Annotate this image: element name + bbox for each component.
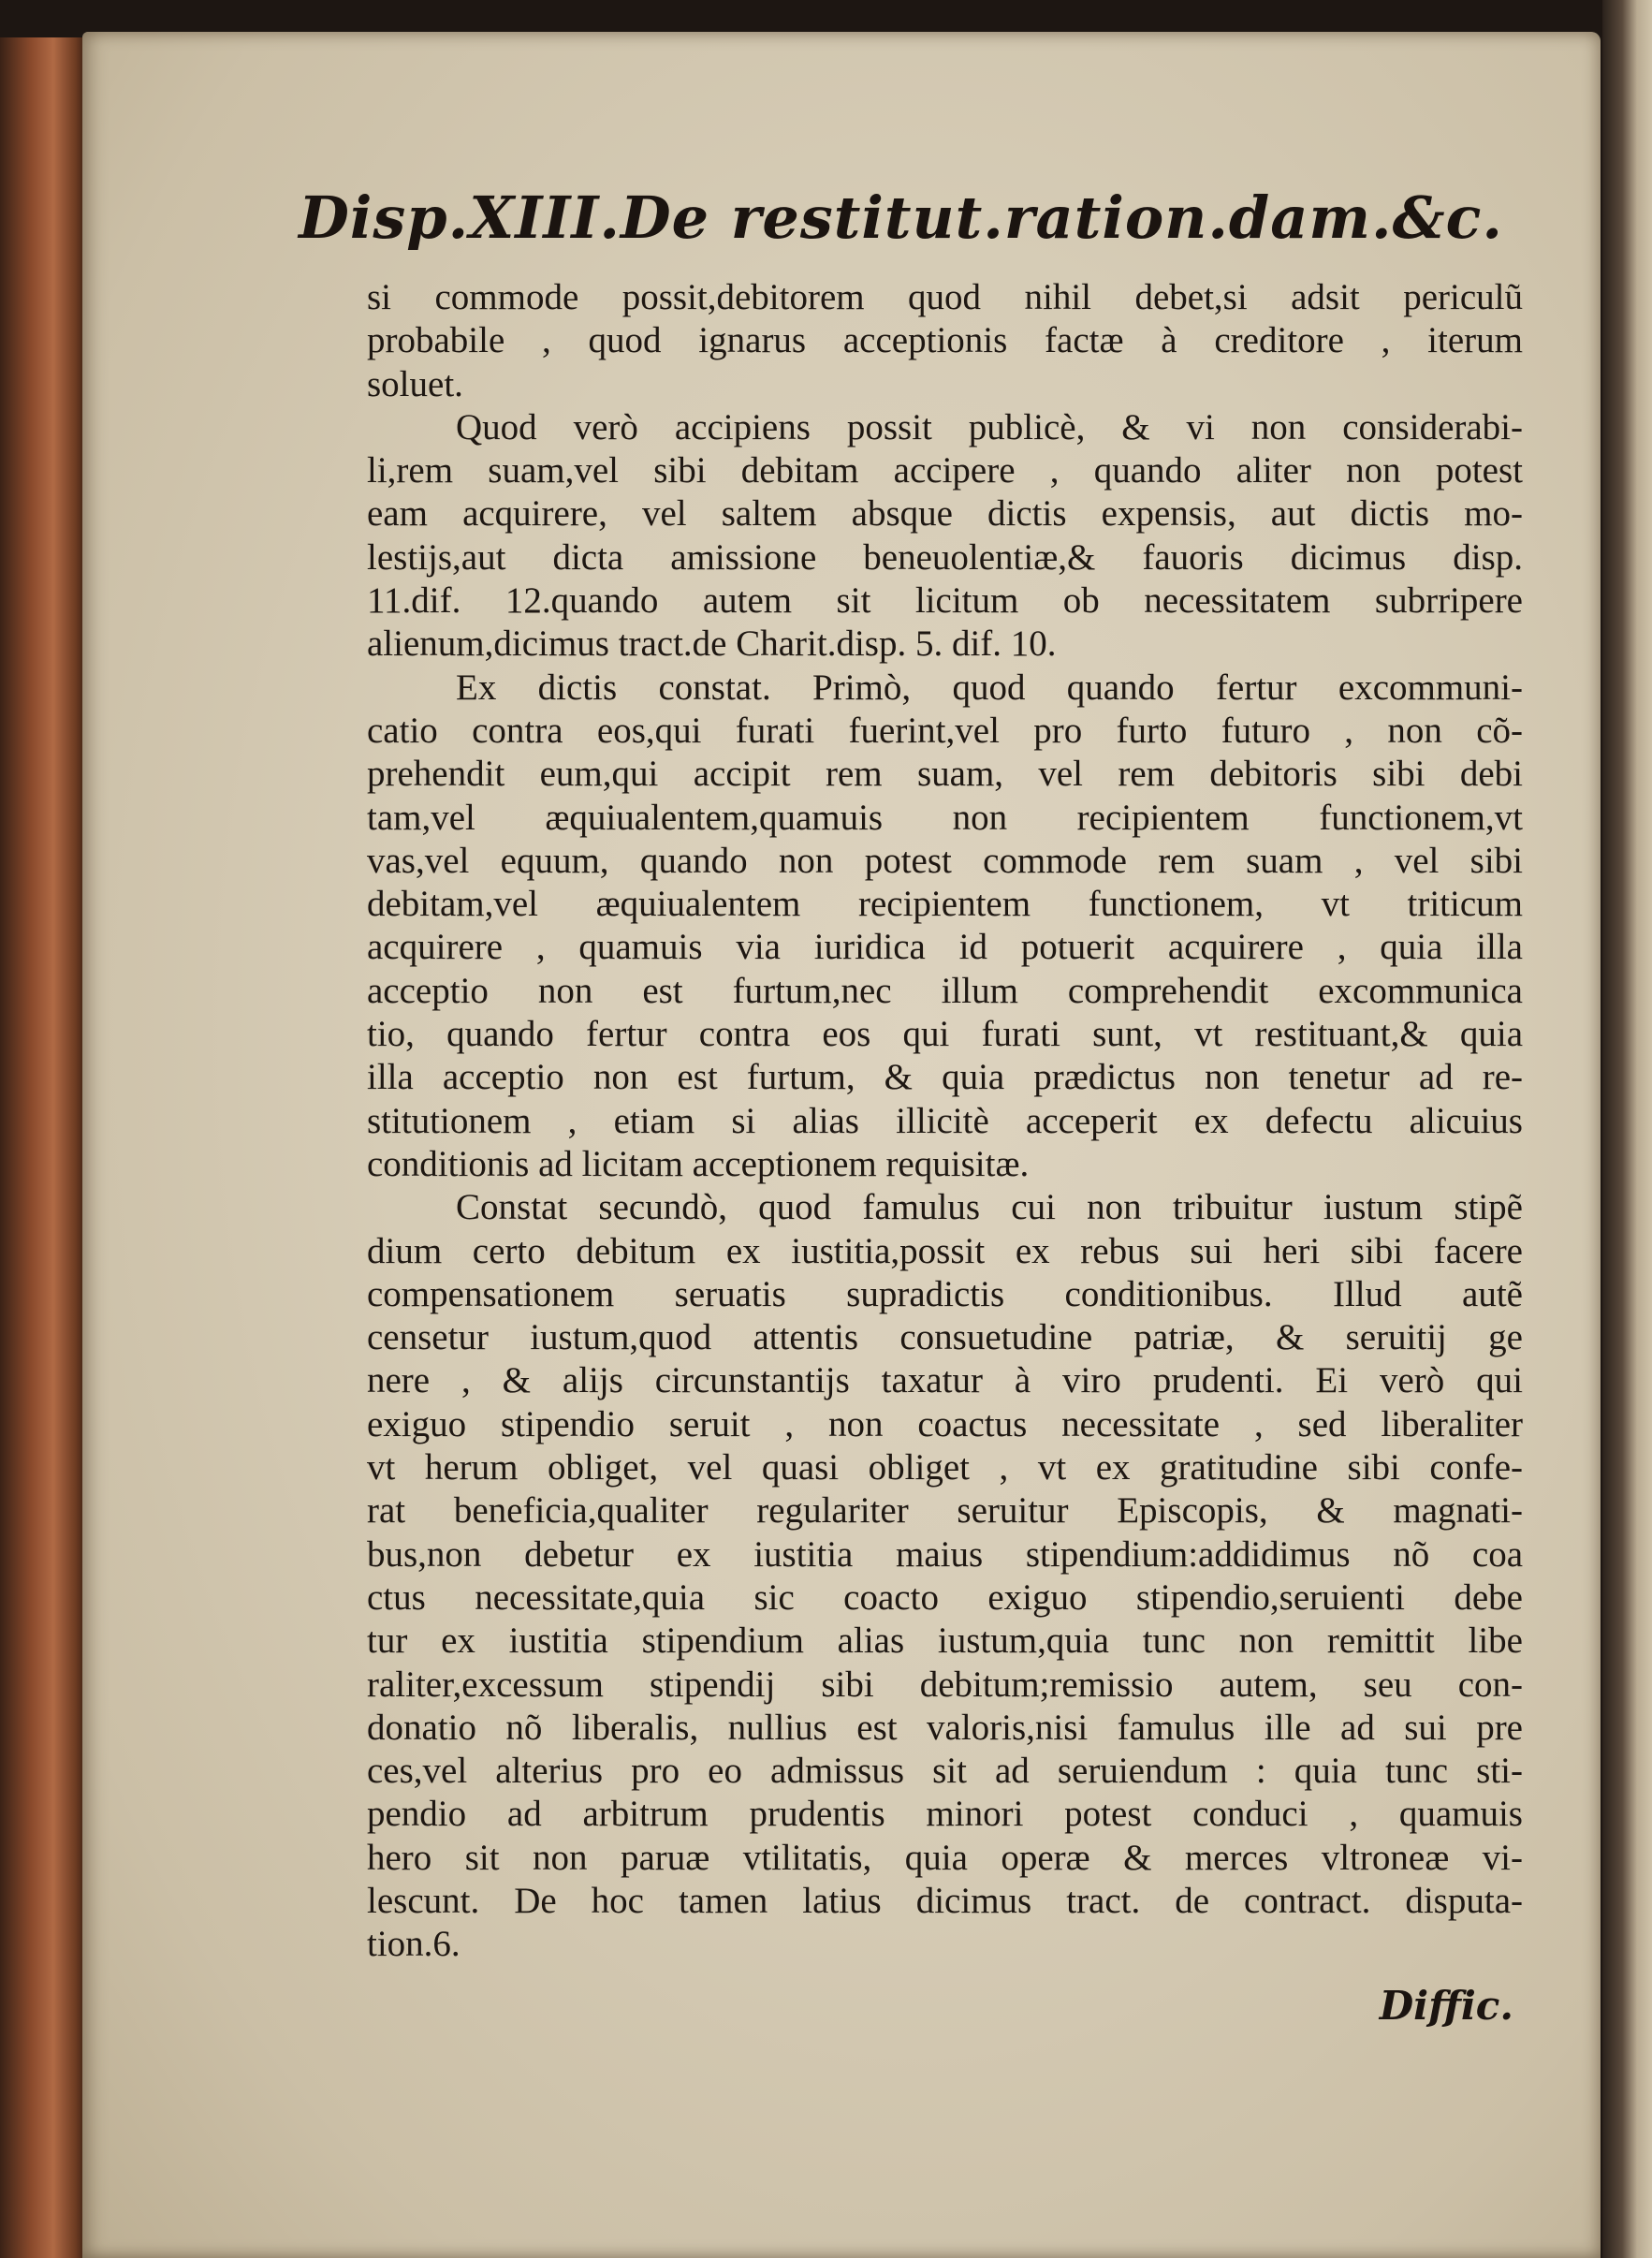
text-line: Ex dictis constat. Primò, quod quando fertur excommuni- <box>456 667 1523 708</box>
text-line: tur ex iustitia stipendium alias iustum,quia tunc non remittit libe <box>367 1620 1523 1662</box>
running-header: Disp.XIII.De restitut.ration.dam.&c. <box>299 183 1503 252</box>
text-line: censetur iustum,quod attentis consuetudine patriæ, & seruitij ge <box>367 1317 1523 1358</box>
text-line: acceptio non est furtum,nec illum comprehendit excommunica <box>367 970 1523 1011</box>
text-line: ces,vel alterius pro eo admissus sit ad seruiendum : quia tunc sti- <box>367 1751 1523 1792</box>
text-line: tion.6. <box>367 1924 461 1965</box>
text-line: 11.dif. 12.quando autem sit licitum ob necessitatem subrripere <box>367 580 1523 622</box>
text-line: nere , & alijs circunstantijs taxatur à viro prudenti. Ei verò qui <box>367 1360 1523 1401</box>
text-line: alienum,dicimus tract.de Charit.disp. 5. dif. 10. <box>367 623 1057 665</box>
text-line: dium certo debitum ex iustitia,possit ex rebus sui heri sibi facere <box>367 1230 1523 1271</box>
text-line: ctus necessitate,quia sic coacto exiguo stipendio,seruienti debe <box>367 1576 1523 1618</box>
text-line: compensationem seruatis supradictis conditionibus. Illud autẽ <box>367 1273 1523 1314</box>
text-line: rat beneficia,qualiter regulariter seruitur Episcopis, & magnati- <box>367 1490 1523 1532</box>
text-line: donatio nõ liberalis, nullius est valoris,nisi famulus ille ad sui pre <box>367 1707 1523 1748</box>
text-line: illa acceptio non est furtum, & quia prædictus non tenetur ad re- <box>367 1057 1523 1098</box>
text-line: vt herum obliget, vel quasi obliget , vt ex gratitudine sibi confe- <box>367 1447 1523 1488</box>
text-line: catio contra eos,qui furati fuerint,vel pro furto futuro , non cõ- <box>367 710 1523 751</box>
text-line: soluet. <box>367 363 463 404</box>
text-line: li,rem suam,vel sibi debitam accipere , quando aliter non potest <box>367 450 1523 491</box>
text-line: Quod verò accipiens possit publicè, & vi non considerabi- <box>456 406 1523 447</box>
text-line: vas,vel equum, quando non potest commode rem suam , vel sibi <box>367 840 1523 881</box>
text-line: bus,non debetur ex iustitia maius stipendium:addidimus nõ coa <box>367 1533 1523 1575</box>
body-text <box>367 276 1523 1967</box>
text-line: lescunt. De hoc tamen latius dicimus tract. de contract. disputa- <box>367 1880 1523 1921</box>
text-line: si commode possit,debitorem quod nihil debet,si adsit periculũ <box>367 277 1523 317</box>
text-line: prehendit eum,qui accipit rem suam, vel rem debitoris sibi debi <box>367 754 1523 795</box>
catchword: Diffic. <box>1379 1983 1513 2029</box>
text-line: exiguo stipendio seruit , non coactus necessitate , sed liberaliter <box>367 1403 1523 1444</box>
text-line: tio, quando fertur contra eos qui furati sunt, vt restituant,& quia <box>367 1014 1523 1055</box>
text-line: pendio ad arbitrum prudentis minori potest conduci , quamuis <box>367 1794 1523 1835</box>
facing-page-edge <box>1602 0 1652 2258</box>
text-line: probabile , quod ignarus acceptionis factæ à creditore , iterum <box>367 320 1523 361</box>
text-line: eam acquirere, vel saltem absque dictis expensis, aut dictis mo- <box>367 493 1523 535</box>
text-line: debitam,vel æquiualentem recipientem functionem, vt triticum <box>367 884 1523 925</box>
text-line: hero sit non paruæ vtilitatis, quia operæ & merces vltroneæ vi- <box>367 1837 1523 1878</box>
text-line: raliter,excessum stipendij sibi debitum;remissio autem, seu con- <box>367 1664 1523 1705</box>
book-spine-edge <box>0 37 89 2258</box>
text-line: tam,vel æquiualentem,quamuis non recipientem functionem,vt <box>367 797 1523 838</box>
text-line: Constat secundò, quod famulus cui non tribuitur iustum stipẽ <box>456 1187 1523 1228</box>
text-line: conditionis ad licitam acceptionem requisitæ. <box>367 1143 1030 1184</box>
text-line: acquirere , quamuis via iuridica id potuerit acquirere , quia illa <box>367 927 1523 968</box>
text-line: lestijs,aut dicta amissione beneuolentiæ,& fauoris dicimus disp. <box>367 536 1523 578</box>
text-line: stitutionem , etiam si alias illicitè acceperit ex defectu alicuius <box>367 1100 1523 1141</box>
